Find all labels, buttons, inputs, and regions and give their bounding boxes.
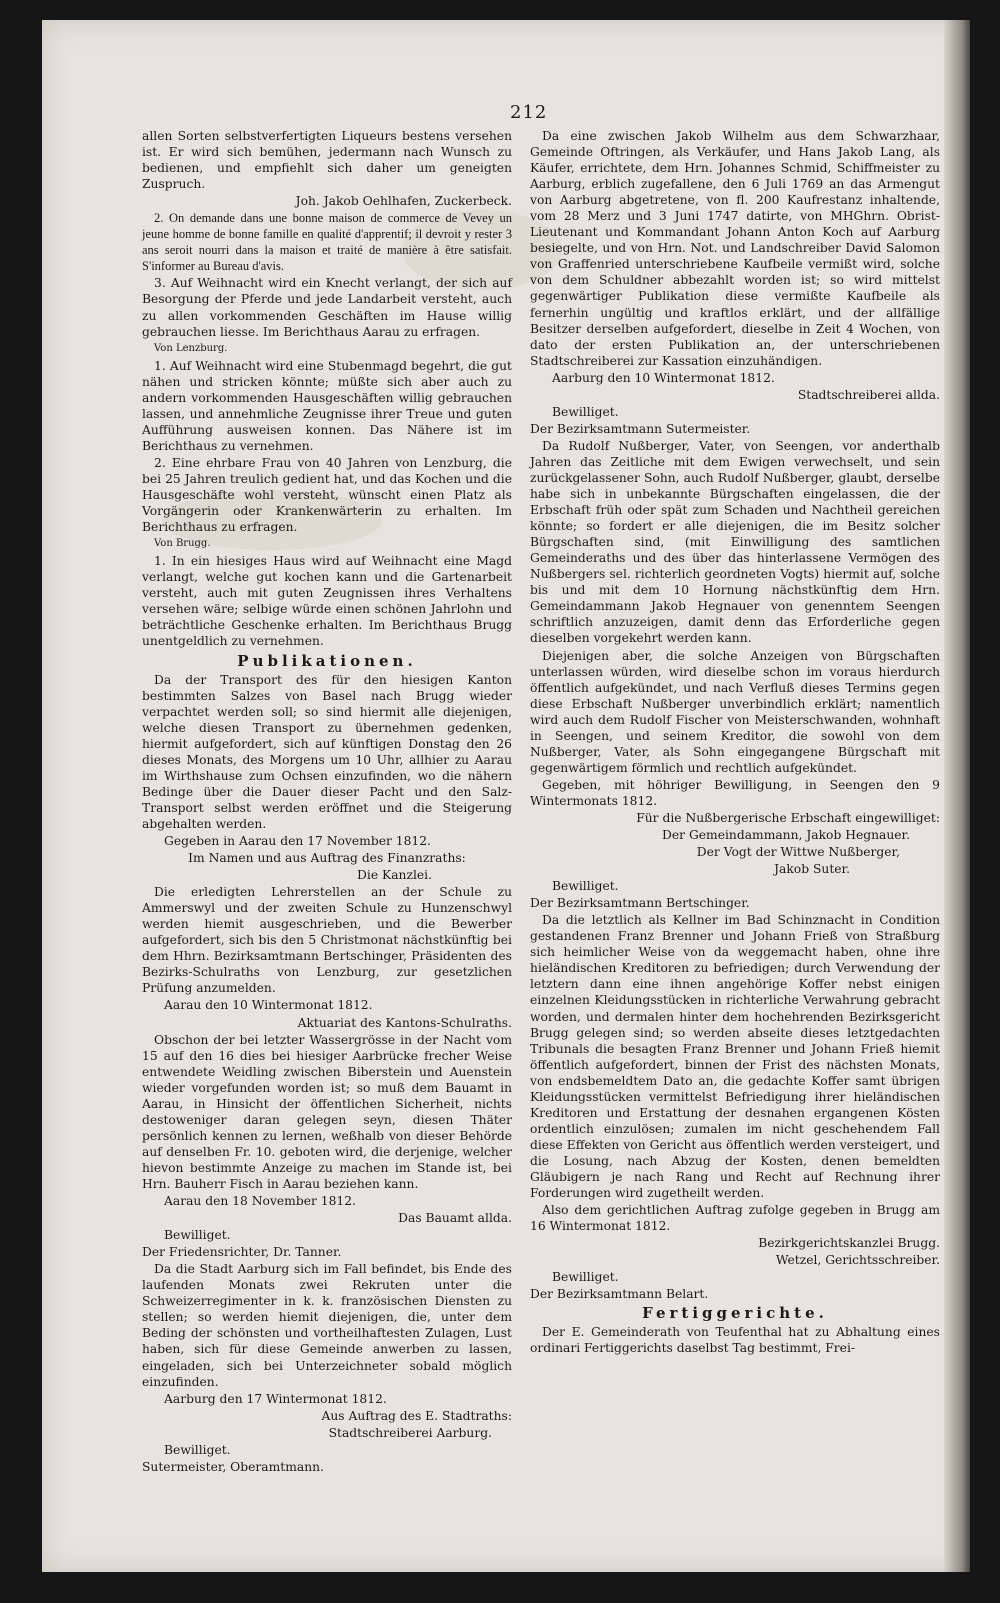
approval-signature: Der Bezirksamtmann Bertschinger. [530,896,750,911]
publication-signature: Der Gemeindammann, Jakob Hegnauer. [662,828,910,843]
publication-signature: Jakob Suter. [774,862,850,877]
approval-label: Bewilliget. [552,404,619,419]
publication-date: Gegeben in Aarau den 17 November 1812. [164,834,431,849]
publication-text: Der E. Gemeinderath von Teufenthal hat zu Abhaltung eines ordinari Fertiggerichts daselbst Tag bestimmt, Frei- [530,1325,940,1356]
notice-text: 3. Auf Weihnacht wird ein Knecht verlangt, der sich auf Besorgung der Pferde und jede Landarbeit versteht, auch zu allen vorkommenden Geschäften im Hause willig gebrauchen liesse. Im Berichthaus Aarau zu erfragen. [142,276,512,339]
publication-signature: Aktuariat des Kantons-Schulraths. [297,1015,512,1030]
publication-text: Da die letztlich als Kellner im Bad Schinznacht in Condition gestandenen Franz Brenner und Johann Frieß von Straßburg sich heimlicher Weise von da weggemacht haben, ohne ihre hieländischen Kreditoren zu befriedigen; durch Verwendung der letztern dann eine ihnen angehörige Koffer nebst einigen einzelnen Kleidungsstücken in richterliche Verwahrung gebracht worden, und dermalen hinter dem hochehrenden Bezirksgericht Brugg gelegen sind; so werden abseite dieses letztgedachten Tribunals die besagten Franz Brenner und Johann Frieß hiemit öffentlich aufgefordert, binnen der Frist des nächsten Monats, von endsbemeldtem Dato an, die gedachte Koffer samt übrigen Kleidungsstücken vermittelst Befriedigung ihrer hieländischen Kreditoren und Erstattung der desnahen ergangenen Kösten ordentlich einzulösen; zumalen im nicht geschehendem Fall diese Effekten von Gericht aus öffentlich werden versteigert, und die Losung, nach Abzug der Kosten, denen bemeldten Gläubigern je nach Rang und Recht auf Rechnung ihrer Forderungen wird zugetheilt werden. [530,913,940,1201]
publication-signature: Der Vogt der Wittwe Nußberger, [696,845,900,860]
publication-signature: Im Namen und aus Auftrag des Finanzraths: [188,851,466,866]
notice-signature: Joh. Jakob Oehlhafen, Zuckerbeck. [295,194,512,209]
publication-text: Da eine zwischen Jakob Wilhelm aus dem Schwarzhaar, Gemeinde Oftringen, als Verkäufer, und Hans Jakob Lang, als Käufer, errichtete, dem Hrn. Johannes Schmid, Schiffmeister zu Aarburg, erblich zugefallene, den 6 Juli 1769 an das Armengut von Aarburg abgetretene, von fl. 200 Kaufrestanz inhaltende, vom 28 Merz und 3 Juni 1747 datirte, von MHGhrn. Obrist-Lieutenant und Kommandant Johann Anton Koch auf Aarburg besiegelte, und von Hrn. Not. und Landschreiber David Salomon von Graffenried unterschriebene Kaufbeile vermißt wird, solche von dem Schuldner abbezahlt worden ist; so wird mittelst gegenwärtiger Publikation diese vermißte Kaufbeile als fernerhin ungültig und kraftlos erklärt, und der allfällige Besitzer derselben aufgefordert, dieselbe in Zeit 4 Wochen, von dato der ersten Publikation an, der unterschriebenen Stadtschreiberei zur Kassation einzuhändigen. [530,129,940,368]
publication-text: Die erledigten Lehrerstellen an der Schule zu Ammerswyl und der zweiten Schule zu Hunzenschwyl werden hiemit ausgeschrieben, und die Bewerber aufgefordert, sich bis den 5 Christmonat nächstkünftig bei dem Hhrn. Bezirksamtmann Bertschinger, Präsidenten des Bezirks-Schulraths von Lenzburg, zur gesetzlichen Prüfung anzumelden. [142,885,512,996]
publication-text: Da der Transport des für den hiesigen Kanton bestimmten Salzes von Basel nach Brugg wieder verpachtet werden soll; so sind hiermit alle diejenigen, welche diesen Transport zu übernehmen gedenken, hiermit aufgefordert, sich auf künftigen Donstag den 26 dieses Monats, des Morgens um 10 Uhr, allhier zu Aarau im Wirthshause zum Ochsen einzufinden, wo die nähern Bedinge über die Dauer dieser Pacht und den Salz-Transport selbst werden eröffnet und die Steigerung abgehalten werden. [142,672,512,831]
publication-date: Aarau den 18 November 1812. [164,1194,356,1209]
approval-label: Bewilliget. [164,1228,231,1243]
publication-signature: Bezirkgerichtskanzlei Brugg. [758,1236,940,1251]
publication-date: Also dem gerichtlichen Auftrag zufolge gegeben in Brugg am 16 Wintermonat 1812. [530,1203,940,1234]
right-column [530,128,940,1358]
notice-text: allen Sorten selbstverfertigten Liqueurs bestens versehen ist. Er wird sich bemühen, jedermann nach Wunsch zu bedienen, und empfiehlt sich daher um geneigten Zuspruch. [142,129,512,192]
fertiggerichte-heading: Fertiggerichte. [642,1304,828,1323]
notice-text: 1. In ein hiesiges Haus wird auf Weihnacht eine Magd verlangt, welche gut kochen kann und die Gartenarbeit versteht, auch mit guten Zeugnissen ihres Verhaltens versehen wäre; selbige würde einen schönen Jahrlohn und beträchtliche Geschenke erhalten. Im Berichthaus Brugg unentgeldlich zu vernehmen. [142,554,512,649]
publications-heading: Publikationen. [237,651,417,670]
approval-label: Bewilliget. [552,1270,619,1285]
notice-text: 1. Auf Weihnacht wird eine Stubenmagd begehrt, die gut nähen und stricken könnte; müßte sich aber auch zu andern vorkommenden Hausgeschäften willig gebrauchen lassen, und annehmliche Zeugnisse ihrer Treue und guten Aufführung ausweisen konnen. Das Nähere ist im Berichthaus zu vernehmen. [142,358,512,453]
publication-signature: Das Bauamt allda. [398,1211,512,1226]
publication-date: Aarau den 10 Wintermonat 1812. [164,998,373,1013]
left-column [142,128,512,1476]
newspaper-page [42,20,970,1572]
publication-signature: Wetzel, Gerichtsschreiber. [775,1253,940,1268]
publication-text: Da die Stadt Aarburg sich im Fall befindet, bis Ende des laufenden Monats zwei Rekruten unter die Schweizerregimenter in k. k. französischen Diensten zu stellen; so werden hiemit diejenigen, die, unter dem Beding der schönsten und vortheilhaftesten Zulagen, Lust haben, sich für diese Gemeinde anwerben zu lassen, eingeladen, sich bei Unterzeichneter sobald möglich einzufinden. [142,1262,512,1389]
notice-text: 2. Eine ehrbare Frau von 40 Jahren von Lenzburg, die bei 25 Jahren treulich gedient hat, und das Kochen und die Hausgeschäfte wohl versteht, wünscht einen Platz als Vorgängerin oder Krankenwärterin zu erhalten. Im Berichthaus zu erfragen. [142,455,512,535]
approval-label: Bewilliget. [164,1442,231,1457]
approval-signature: Der Bezirksamtmann Belart. [530,1287,709,1302]
publication-date: Gegeben, mit höhriger Bewilligung, in Seengen den 9 Wintermonats 1812. [530,777,940,808]
page-number: 212 [510,102,548,123]
publication-text: Diejenigen aber, die solche Anzeigen von Bürgschaften unterlassen würden, wird dieselbe schon im voraus hierdurch öffentlich aufgekündet, und nach Verfluß dieses Termins gegen diese Erbschaft Nußberger unverbindlich erklärt; namentlich wird auch dem Rudolf Fischer von Meisterschwanden, wohnhaft in Seengen, und seinem Kreditor, die sowohl von dem Nußberger, Vater, als Sohn eingegangene Bürgschaft mit gegenwärtigem förmlich und rechtlich aufgekündet. [530,648,940,775]
section-heading-brugg: Von Brugg. [154,538,211,550]
publication-date: Aarburg den 17 Wintermonat 1812. [164,1391,387,1406]
publication-signature: Stadtschreiberei Aarburg. [328,1425,492,1440]
publication-signature: Für die Nußbergerische Erbschaft eingewilliget: [636,810,940,825]
approval-signature: Der Bezirksamtmann Sutermeister. [530,421,751,436]
publication-text: Obschon der bei letzter Wassergrösse in der Nacht vom 15 auf den 16 dies bei hiesiger Aarbrücke frecher Weise entwendete Weidling zwischen Biberstein und Auenstein wieder vorgefunden worden ist; so muß dem Bauamt in Aarau, in Hinsicht der öffentlichen Sicherheit, nichts destoweniger daran gelegen seyn, diesen Thäter persönlich kennen zu lernen, weßhalb von dieser Behörde auf denselben Fr. 10. geboten wird, die derjenige, welcher hievon bestimmte Anzeige zu machen im Stande ist, bei Hrn. Bauherr Fisch in Aarau beziehen kann. [142,1032,512,1191]
section-heading-lenzburg: Von Lenzburg. [154,342,228,354]
publication-signature: Stadtschreiberei allda. [797,387,940,402]
notice-text-french: 2. On demande dans une bonne maison de commerce de Vevey un jeune homme de bonne famille en qualité d'apprentif; il devroit y rester 3 ans seroit nourri dans la maison et traité de manière à être satisfait. S'informer au Bureau d'avis. [142,211,512,274]
page-spine-shadow [944,20,970,1572]
publication-text: Da Rudolf Nußberger, Vater, von Seengen, vor anderthalb Jahren das Zeitliche mit dem Ewigen verwechselt, und sein zurückgelassener Sohn, auch Rudolf Nußberger, glaubt, derselbe habe sich in unbekannte Bürgschaften eingelassen, die der Erbschaft früh oder spät zum Schaden und Nachtheil gereichen könnte; so fordert er alle diejenigen, die im Besitz solcher Bürgschaften sind, (mit Einwilligung des samtlichen Gemeinderaths und des über das hinterlassene Vermögen des Nußbergers sel. richterlich geordneten Vogts) hiermit auf, solche bis und mit dem 10 Hornung nächstkünftig dem Hrn. Gemeindammann Jakob Hegnauer von genenntem Seengen schriftlich anzuzeigen, damit denn das Erforderliche gegen dieselben vorgekehrt werden kann. [530,438,940,646]
publication-signature: Aus Auftrag des E. Stadtraths: [321,1408,512,1423]
approval-label: Bewilliget. [552,879,619,894]
approval-signature: Der Friedensrichter, Dr. Tanner. [142,1245,342,1260]
approval-signature: Sutermeister, Oberamtmann. [142,1459,324,1474]
publication-date: Aarburg den 10 Wintermonat 1812. [552,370,775,385]
publication-signature: Die Kanzlei. [357,868,432,883]
